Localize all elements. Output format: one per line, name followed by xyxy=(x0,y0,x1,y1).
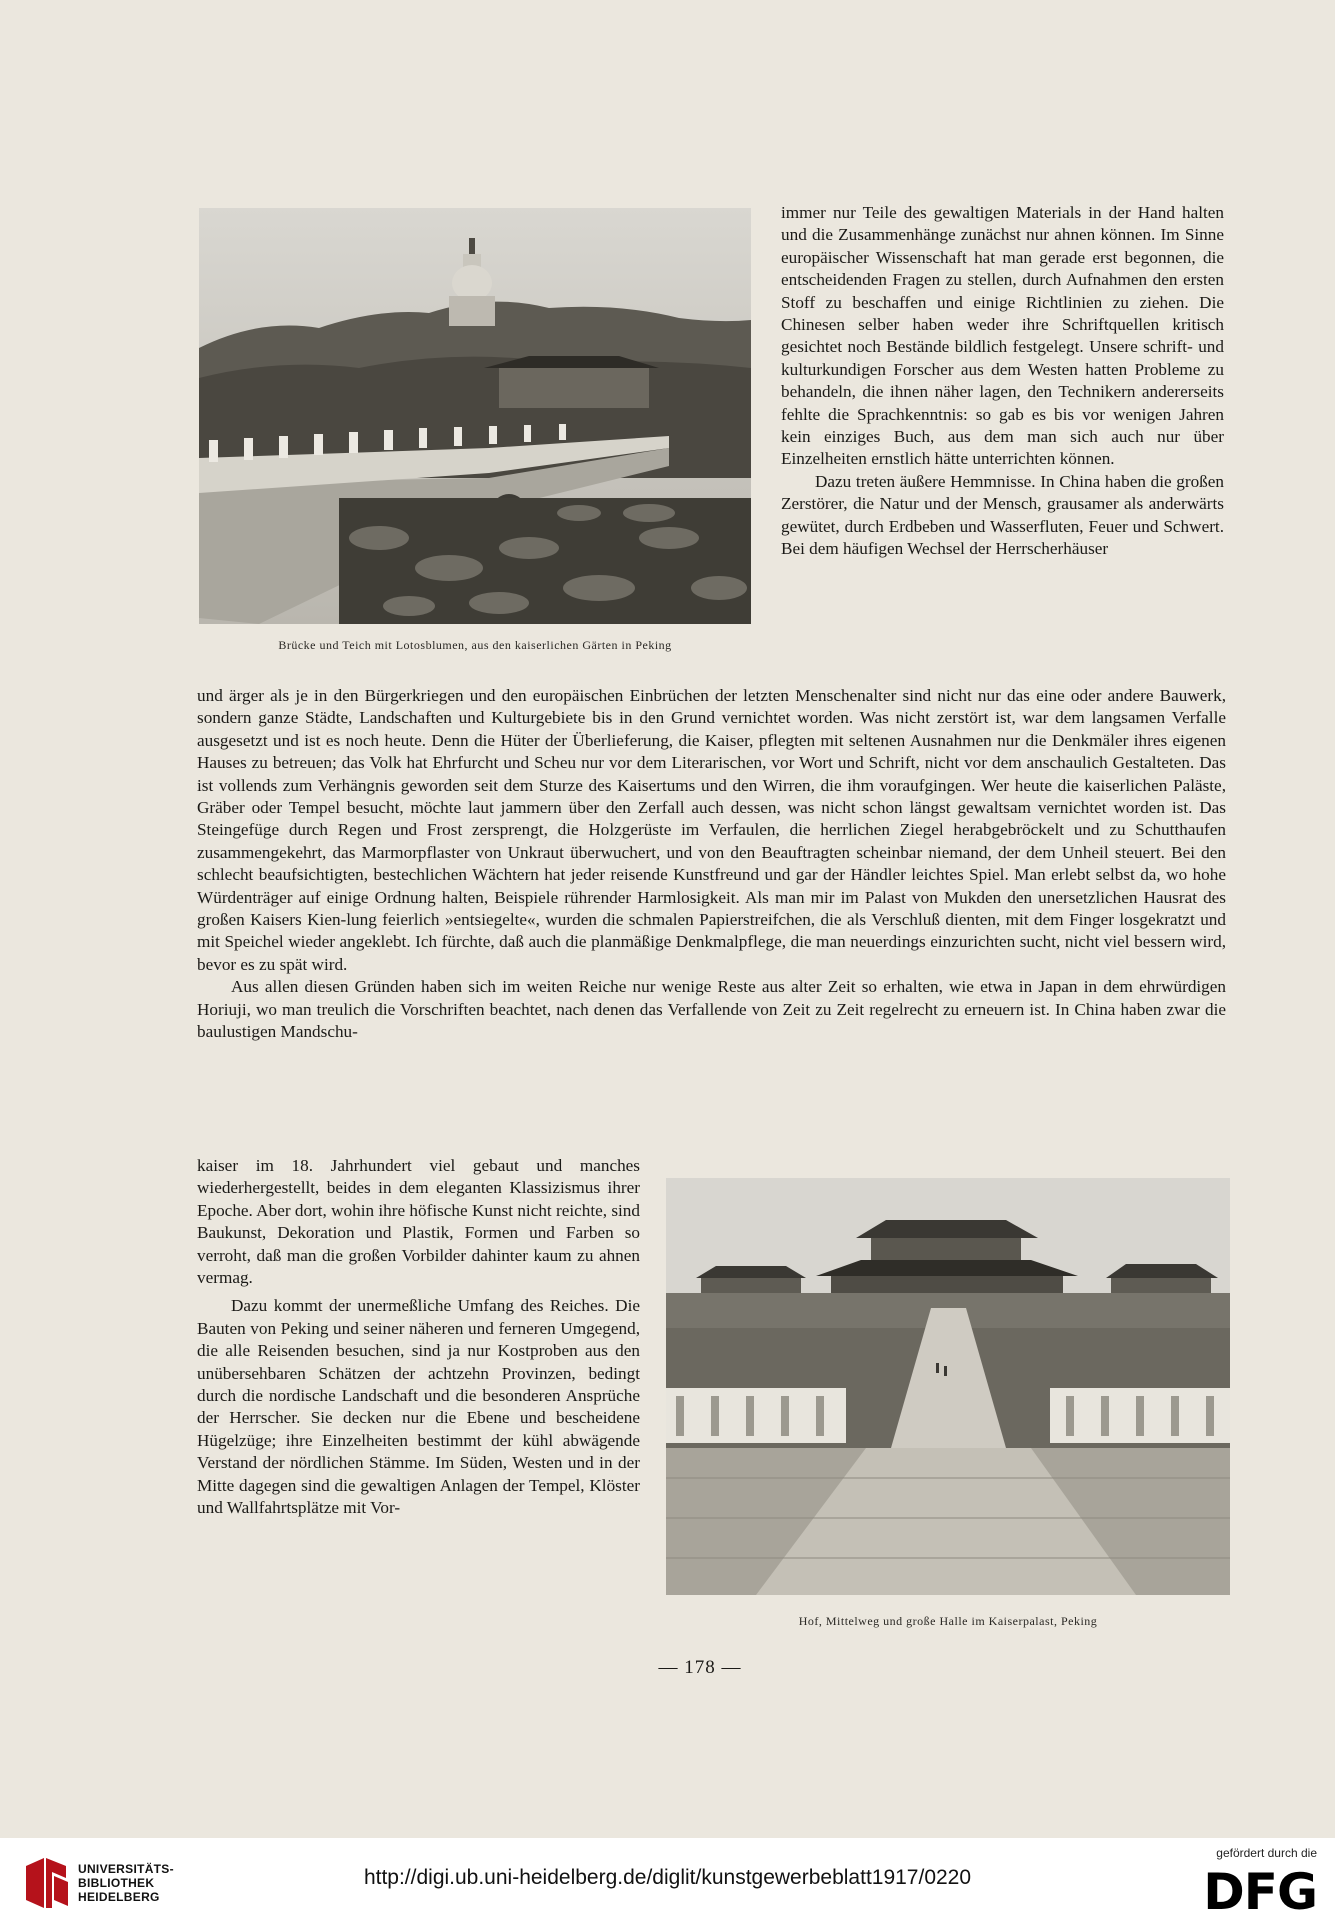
caption-bottom-photo: Hof, Mittelweg und große Halle im Kaiserpalast, Peking xyxy=(798,1614,1098,1628)
paragraph: und ärger als je in den Bürgerkriegen und den europäischen Einbrüchen der letzten Menschenalter sind nicht nur das eine oder andere Bauwerk, sondern ganze Städte, Landschaften und Kulturgebiete bis in den Grund vernichtet worden. Was nicht zerstört ist, war dem langsamen Verfalle ausgesetzt und ist es noch heute. Denn die Hüter der Überlieferung, die Kaiser, pflegten mit seltenen Ausnahmen nur die Denkmäler ihres eigenen Hauses zu betreuen; das Volk hat Ehrfurcht und Scheu nur vor dem Literarischen, vor Wort und Schrift, nicht vor dem anschaulich Gestalteten. Das ist vollends zum Verhängnis geworden seit dem Sturze des Kaisertums und den Wirren, die ihm voraufgingen. Wer heute die kaiserlichen Paläste, Gräber oder Tempel besucht, möchte laut jammern über den Zerfall auch dessen, was nicht schon längst gewaltsam vernichtet worden ist. Das Steingefüge durch Regen und Frost zersprengt, die Holzgerüste im Verfaulen, die herrlichen Ziegel herabgebröckelt und zu Schutthaufen zusammengekehrt, das Marmorpflaster von Unkraut überwuchert, und von den Beauftragten scheinbar niemand, der dem Unheil steuert. Bei den schlecht beaufsichtigten, bestechlichen Wächtern hat jeder reisende Kunstfreund und gar der Händler leichtes Spiel. Man erlebt selbst da, wo hohe Würdenträger auf einige Ordnung halten, Beispiele rührender Harmlosigkeit. Als man mir im Palast von Mukden den unersetzlichen Hausrat des großen Kaisers Kien-lung feierlich »entsiegelte«, wurden die schmalen Papierstreifchen, die als Verschluß dienten, mit dem Finger losgekratzt und mit Speichel wieder angeklebt. Ich fürchte, daß auch die planmäßige Denkmalpflege, die man neuerdings einzurichten sucht, nicht viel bessern wird, bevor es zu spät wird. xyxy=(197,686,1226,974)
paragraph: immer nur Teile des gewaltigen Materials in der Hand halten und die Zusammenhänge zunächst nur ahnen können. Im Sinne europäischer Wissenschaft hat man gerade erst begonnen, die entscheidenden Fragen zu stellen, durch Aufnahmen den ersten Stoff zu beschaffen und einige Richtlinien zu ziehen. Die Chinesen selber haben weder ihre Schriftquellen kritisch gesichtet noch Bestände bildlich festgelegt. Unsere schrift- und kulturkundigen Forscher aus dem Westen hatten Probleme zu behandeln, die ihnen näher lagen, den Technikern andererseits fehlte die Sprachkenntnis: so gab es bis vor wenigen Jahren kein einziges Buch, aus dem man sich auch nur über Einzelheiten ernstlich hätte unterrichten können. xyxy=(781,203,1224,469)
library-name-line: BIBLIOTHEK xyxy=(78,1876,155,1890)
photo-imperial-palace-courtyard xyxy=(666,1178,1230,1595)
paragraph: Aus allen diesen Gründen haben sich im weiten Reiche nur wenige Reste aus alter Zeit so erhalten, wie etwa in Japan in dem ehrwürdigen Horiuji, wo man treulich die Vorschriften beachtet, nach denen das Verfallende von Zeit zu Zeit regelrecht zu erneuern ist. In China haben zwar die baulustigen Mandschu- xyxy=(197,977,1226,1042)
page-number: — 178 — xyxy=(658,1657,742,1678)
paragraph: kaiser im 18. Jahrhundert viel gebaut und manches wiederhergestellt, beides in dem eleganten Klassizismus ihrer Epoche. Aber dort, wohin ihre höfische Kunst nicht reichte, sind Baukunst, Dekoration und Plastik, Formen und Farben so verroht, daß man die großen Vorbilder dahinter kaum zu ahnen vermag. xyxy=(197,1156,640,1288)
library-name-line: UNIVERSITÄTS- xyxy=(78,1862,174,1876)
caption-top-photo: Brücke und Teich mit Lotosblumen, aus den kaiserlichen Gärten in Peking xyxy=(278,638,672,652)
footer-bar xyxy=(0,1838,1335,1930)
funding-label: gefördert durch die xyxy=(1216,1846,1317,1860)
paragraph: Dazu kommt der unermeßliche Umfang des Reiches. Die Bauten von Peking und seiner näheren und ferneren Umgegend, die alle Reisenden besuchen, sind ja nur Kostproben aus den unübersehbaren Schätzen der achtzehn Provinzen, bedingt durch die nordische Landschaft und die besonderen Ansprüche der Herrscher. Sie decken nur die Ebene und bescheidene Hügelzüge; ihre Einzelheiten bestimmt der kühl abwägende Verstand der nördlichen Stämme. Im Süden, Westen und in der Mitte dagegen sind die gewaltigen Anlagen der Tempel, Klöster und Wallfahrtsplätze mit Vor- xyxy=(197,1296,640,1518)
dfg-logo: DFG xyxy=(1203,1863,1317,1921)
photo-imperial-palace-courtyard-image xyxy=(666,1178,1230,1595)
left-column-text xyxy=(197,1155,640,1520)
photo-bridge-lotus-pond xyxy=(199,208,751,624)
right-column-text xyxy=(781,202,1224,561)
library-name-line: HEIDELBERG xyxy=(78,1890,160,1904)
source-url-link[interactable]: http://digi.ub.uni-heidelberg.de/diglit/kunstgewerbeblatt1917/0220 xyxy=(363,1866,972,1889)
full-width-text xyxy=(197,685,1226,1044)
paragraph: Dazu treten äußere Hemmnisse. In China haben die großen Zerstörer, die Natur und der Mensch, grausamer als anderwärts gewütet, durch Erdbeben und Wasserfluten, Feuer und Schwert. Bei dem häufigen Wechsel der Herrscherhäuser xyxy=(781,471,1224,559)
photo-bridge-lotus-pond-image xyxy=(199,208,751,624)
